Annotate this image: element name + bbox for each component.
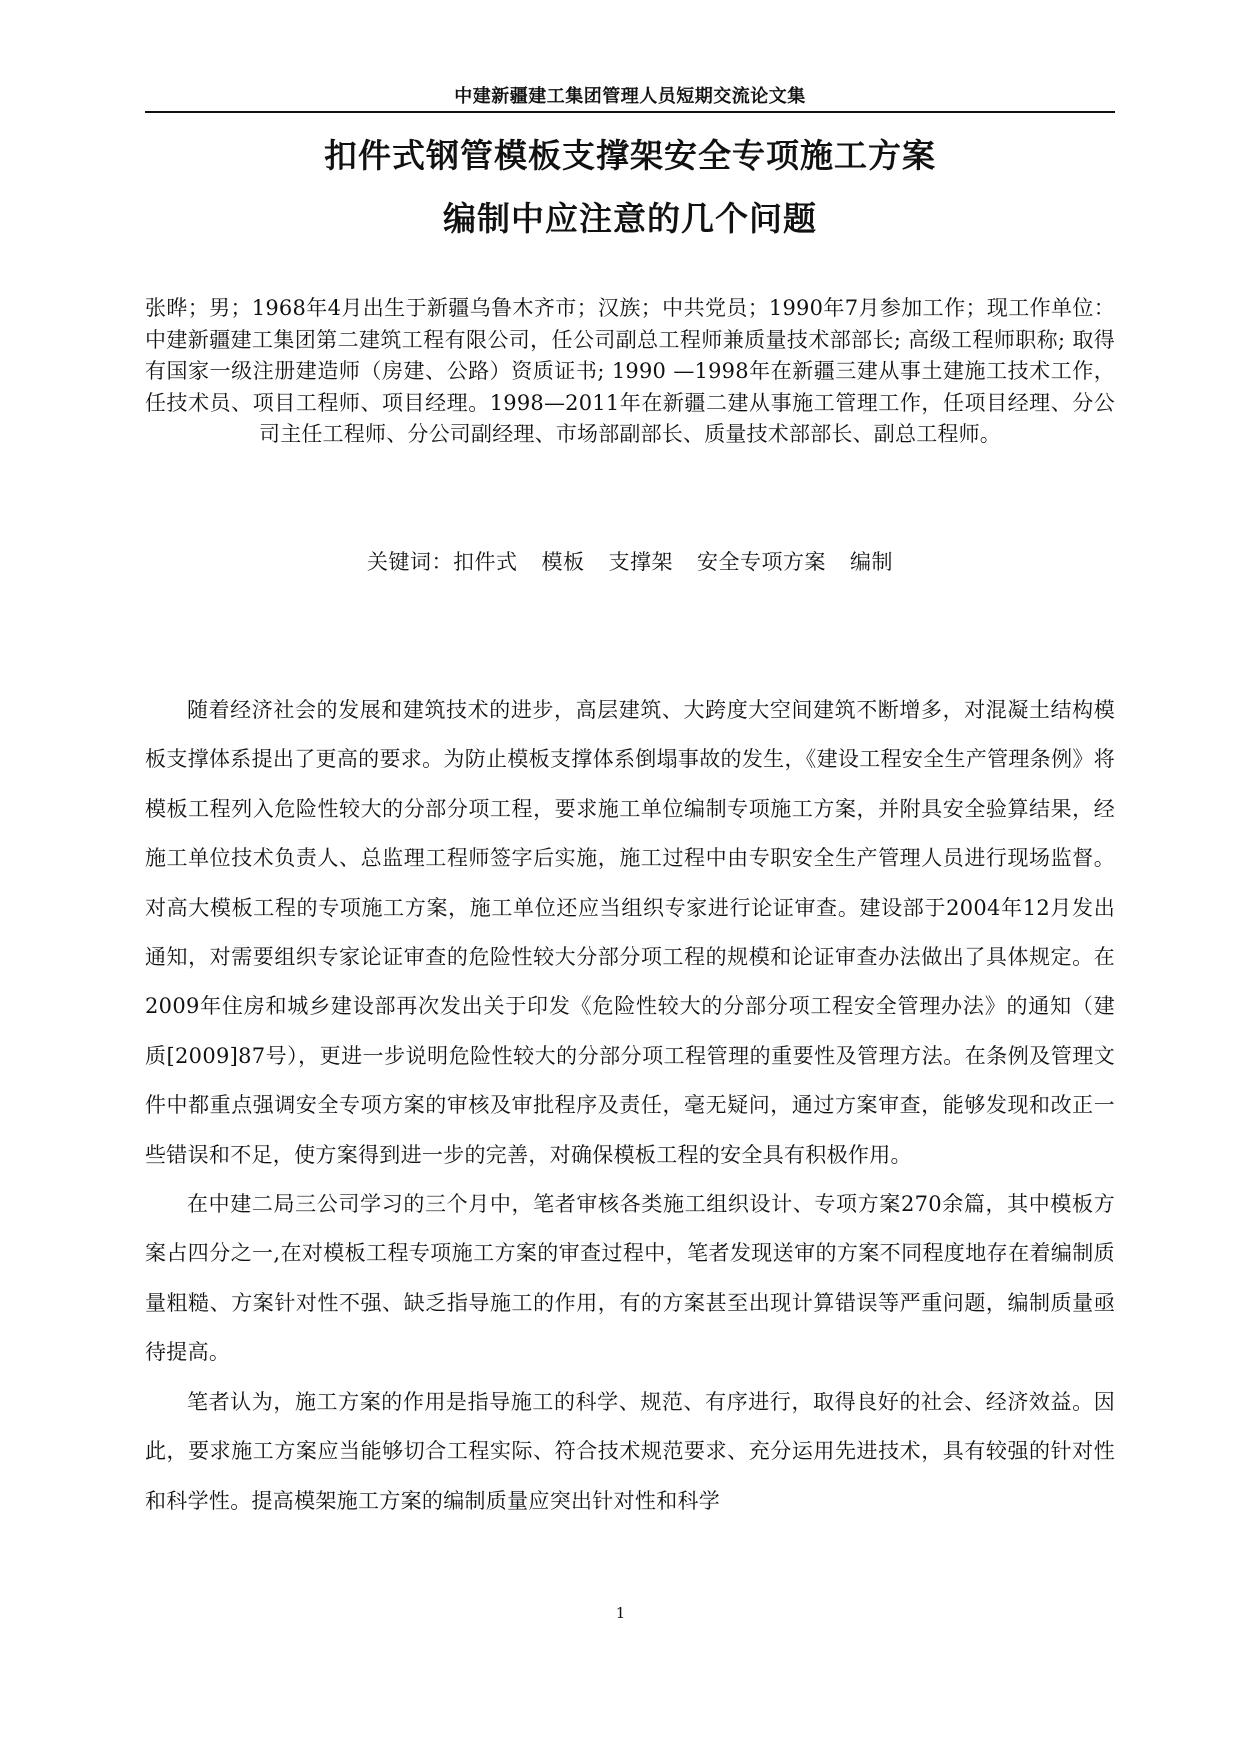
keyword-item: 支撑架 (608, 550, 673, 574)
keyword-item: 安全专项方案 (697, 550, 826, 574)
body-paragraph: 在中建二局三公司学习的三个月中，笔者审核各类施工组织设计、专项方案270余篇，其中模板方案占四分之一,在对模板工程专项施工方案的审查过程中，笔者发现送审的方案不同程度地存在着编制质量粗糙、方案针对性不强、缺乏指导施工的作用，有的方案甚至出现计算错误等严重问题，编制质量亟待提高。 (145, 1192, 1115, 1365)
body-paragraph: 笔者认为，施工方案的作用是指导施工的科学、规范、有序进行，取得良好的社会、经济效益。因此，要求施工方案应当能够切合工程实际、符合技术规范要求、充分运用先进技术，具有较强的针对性和科学性。提高模架施工方案的编制质量应突出针对性和科学 (145, 1389, 1115, 1513)
body-text (145, 686, 1115, 1526)
body-paragraph: 随着经济社会的发展和建筑技术的进步，高层建筑、大跨度大空间建筑不断增多，对混凝土结构模板支撑体系提出了更高的要求。为防止模板支撑体系倒塌事故的发生，《建设工程安全生产管理条例》将模板工程列入危险性较大的分部分项工程，要求施工单位编制专项施工方案，并附具安全验算结果，经施工单位技术负责人、总监理工程师签字后实施，施工过程中由专职安全生产管理人员进行现场监督。对高大模板工程的专项施工方案，施工单位还应当组织专家进行论证审查。建设部于2004年12月发出通知，对需要组织专家论证审查的危险性较大分部分项工程的规模和论证审查办法做出了具体规定。在2009年住房和城乡建设部再次发出关于印发《危险性较大的分部分项工程安全管理办法》的通知（建质[2009]87号），更进一步说明危险性较大的分部分项工程管理的重要性及管理方法。在条例及管理文件中都重点强调安全专项方案的审核及审批程序及责任，毫无疑问，通过方案审查，能够发现和改正一些错误和不足，使方案得到进一步的完善，对确保模板工程的安全具有积极作用。 (145, 698, 1115, 1167)
keywords-label: 关键词： (367, 550, 453, 574)
keyword-item: 模板 (541, 550, 585, 574)
page-title-line-1: 扣件式钢管模板支撑架安全专项施工方案 (324, 136, 936, 175)
keyword-item: 编制 (850, 550, 893, 574)
keywords-line (145, 546, 1115, 576)
header-divider (145, 111, 1115, 113)
author-bio: 张晔；男；1968年4月出生于新疆乌鲁木齐市；汉族；中共党员；1990年7月参加工作；现工作单位：中建新疆建工集团第二建筑工程有限公司，任公司副总工程师兼质量技术部部长; 高级工程师职称; 取得有国家一级注册建造师（房建、公路）资质证书; 1990 —1998年在新疆三建从事土建施工技术工作，任技术员、项目工程师、项目经理。1998—2011年在新疆二建从事施工管理工作，任项目经理、分公司主任工程师、分公司副经理、市场部副部长、质量技术部部长、副总工程师。 (145, 296, 1115, 446)
keyword-item: 扣件式 (453, 550, 518, 574)
page-number: 1 (615, 1604, 626, 1622)
running-header: 中建新疆建工集团管理人员短期交流论文集 (454, 86, 806, 107)
page-title-line-2: 编制中应注意的几个问题 (443, 199, 817, 238)
